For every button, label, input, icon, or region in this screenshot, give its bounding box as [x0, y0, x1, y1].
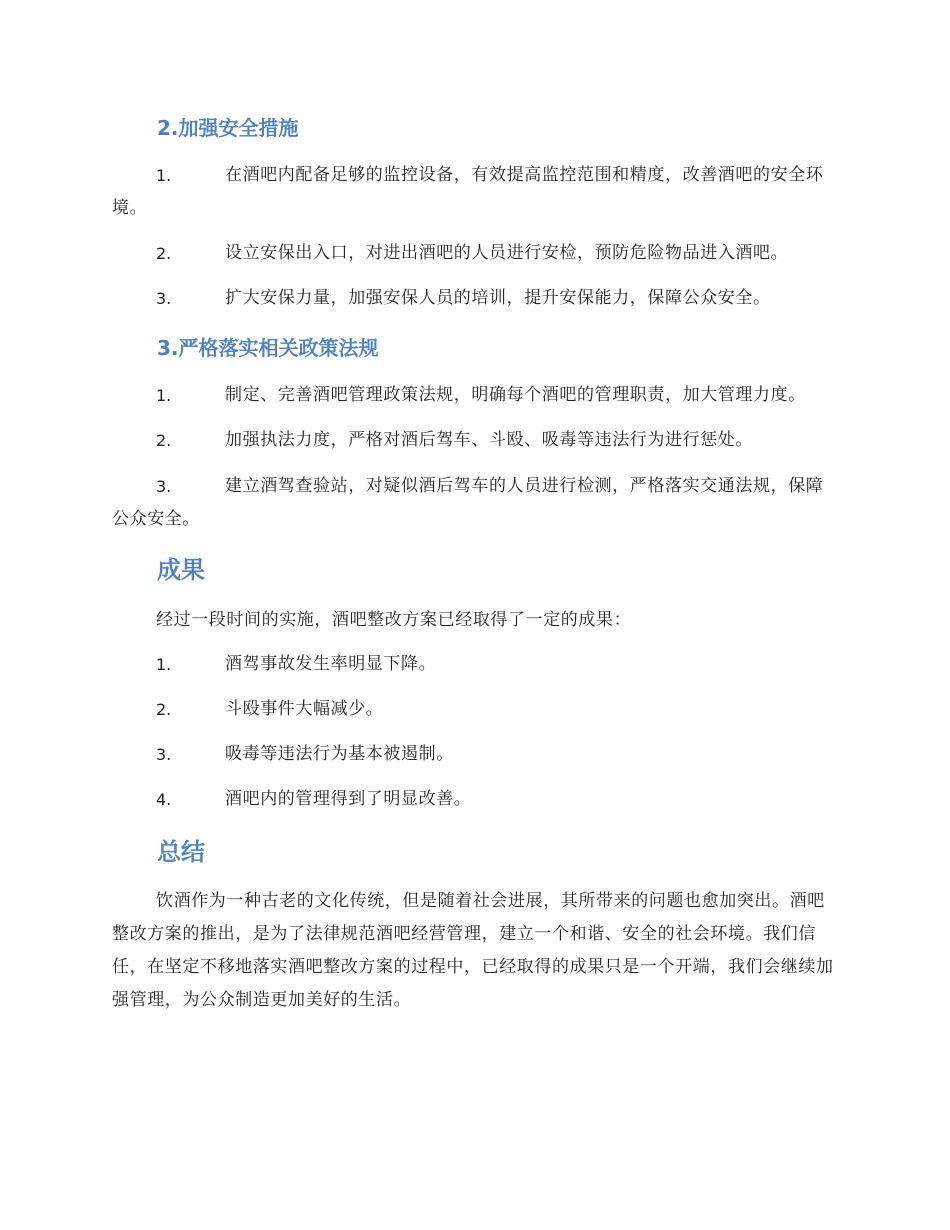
list-item-number: 3.: [156, 289, 172, 308]
list-item-text: 吸毒等违法行为基本被遏制。: [225, 744, 454, 764]
list-item-number: 1.: [156, 166, 172, 185]
list-item-text: 斗殴事件大幅减少。: [225, 699, 384, 719]
list-item-number: 1.: [156, 655, 172, 674]
list-item-text: 扩大安保力量，加强安保人员的培训，提升安保能力，保障公众安全。: [225, 288, 771, 308]
list-item-number: 1.: [156, 386, 172, 405]
list-item-number: 2.: [156, 700, 172, 719]
section-heading-policy: 3.严格落实相关政策法规: [157, 336, 379, 360]
list-item-text: 酒吧内的管理得到了明显改善。: [225, 789, 472, 809]
list-item: [112, 424, 840, 457]
list-item-text: 酒驾事故发生率明显下降。: [225, 654, 437, 674]
list-item: [112, 470, 840, 536]
list-item: [112, 693, 840, 726]
section-heading-summary: 总结: [157, 838, 205, 866]
list-item: [112, 648, 840, 681]
list-item-number: 3.: [156, 477, 172, 496]
section-heading-results: 成果: [157, 556, 205, 584]
list-item-number: 4.: [156, 790, 172, 809]
list-item: [112, 237, 840, 270]
results-intro: 经过一段时间的实施，酒吧整改方案已经取得了一定的成果：: [156, 610, 632, 630]
list-item-text: 设立安保出入口，对进出酒吧的人员进行安检，预防危险物品进入酒吧。: [225, 243, 789, 263]
section-heading-security: 2.加强安全措施: [157, 116, 299, 140]
list-item-number: 3.: [156, 745, 172, 764]
list-item-text: 制定、完善酒吧管理政策法规，明确每个酒吧的管理职责，加大管理力度。: [225, 385, 806, 405]
list-item-text: 加强执法力度，严格对酒后驾车、斗殴、吸毒等违法行为进行惩处。: [225, 430, 753, 450]
list-item: [112, 738, 840, 771]
list-item-text: 建立酒驾查验站，对疑似酒后驾车的人员进行检测，严格落实交通法规，保障公众安全。: [112, 476, 824, 529]
list-item-number: 2.: [156, 244, 172, 263]
summary-paragraph: 饮酒作为一种古老的文化传统，但是随着社会进展，其所带来的问题也愈加突出。酒吧整改方案的推出，是为了法律规范酒吧经营管理，建立一个和谐、安全的社会环境。我们信任，在坚定不移地落实酒吧整改方案的过程中，已经取得的成果只是一个开端，我们会继续加强管理，为公众制造更加美好的生活。: [112, 891, 834, 1010]
list-item: [112, 159, 840, 225]
list-item-text: 在酒吧内配备足够的监控设备，有效提高监控范围和精度，改善酒吧的安全环境。: [112, 165, 824, 218]
list-item: [112, 282, 840, 315]
list-item: [112, 783, 840, 816]
list-item-number: 2.: [156, 431, 172, 450]
list-item: [112, 379, 840, 412]
